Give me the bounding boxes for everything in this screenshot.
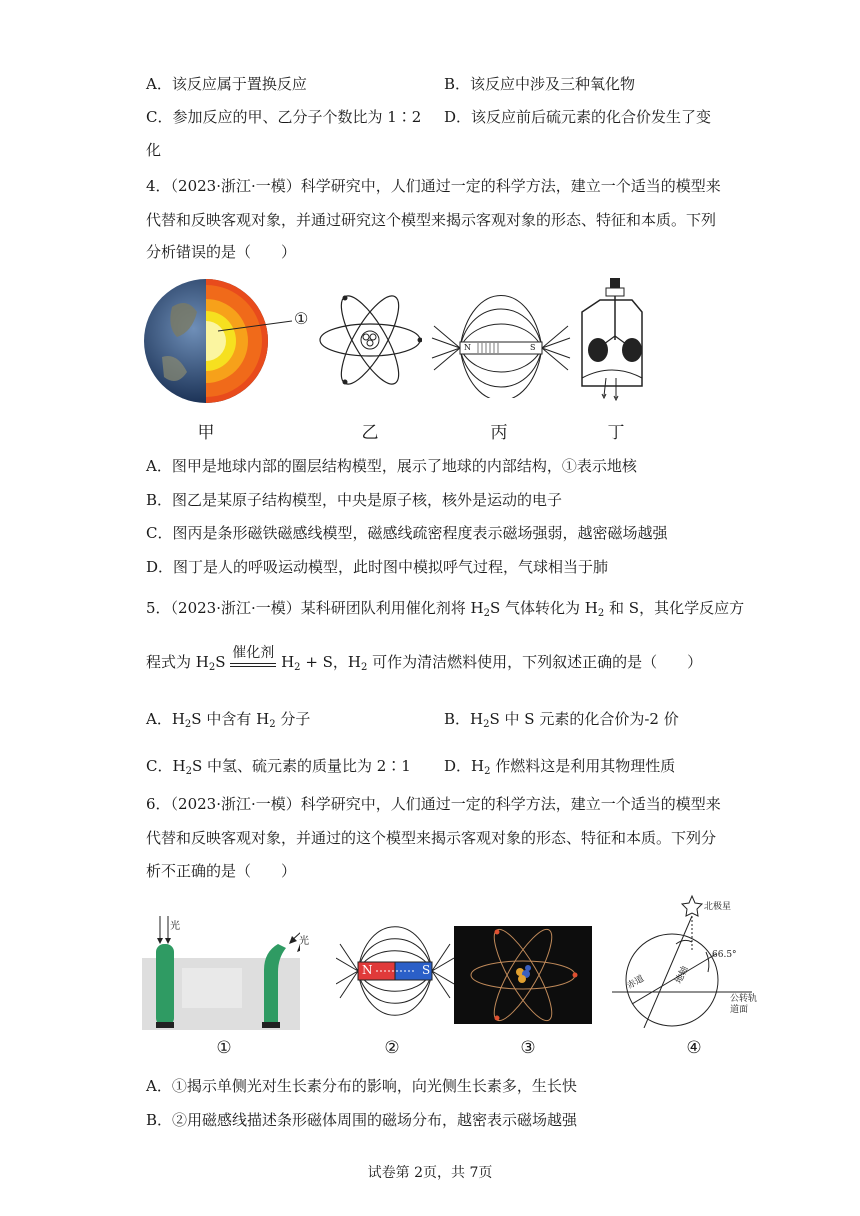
q4-stem-line1: 4．（2023·浙江·一模）科学研究中，人们通过一定的科学方法，建立一个适当的模型来 [146, 177, 721, 195]
earth-core-marker: ① [294, 309, 309, 328]
fig-label-ding: 丁 [607, 423, 625, 443]
dark-atom-figure [454, 926, 592, 1024]
q3-option-d: D．该反应前后硫元素的化合价发生了变 [444, 108, 712, 126]
q3-option-c: C．参加反应的甲、乙分子个数比为 1∶2 [146, 108, 422, 126]
q5-option-c: C．$H_2S$ 中氢、硫元素的质量比为 2∶1 [146, 757, 411, 777]
fig-label-bing: 丙 [490, 423, 508, 443]
magnet-n-label: N [464, 343, 471, 352]
q3-option-b: B．该反应中涉及三种氧化物 [444, 75, 636, 93]
fig-label-yi: 乙 [361, 423, 379, 443]
earth-layers-figure [142, 277, 322, 407]
page-footer: 试卷第 2页，共 7页 [367, 1165, 493, 1181]
atom-model-figure [318, 290, 422, 390]
colored-magnet-figure [336, 918, 454, 1024]
q6-stem-line1: 6．（2023·浙江·一模）科学研究中，人们通过一定的科学方法，建立一个适当的模型来 [146, 795, 721, 813]
q4-option-a: A．图甲是地球内部的圈层结构模型，展示了地球的内部结构，①表示地核 [146, 457, 637, 475]
q6-stem-line2: 代替和反映客观对象，并通过的这个模型来揭示客观对象的形态、特征和本质。下列分 [146, 829, 717, 847]
angle-label: 66.5° [712, 950, 737, 960]
colored-magnet-n-label: N [362, 963, 373, 977]
phototropism-figure [142, 908, 300, 1030]
q3-option-a: A．该反应属于置换反应 [146, 75, 307, 93]
fig-label-2: ② [384, 1038, 400, 1058]
north-star-label: 北极星 [704, 902, 732, 912]
q5-option-d: D．$H_2$ 作燃料这是利用其物理性质 [444, 757, 676, 777]
earth-axis-label: 地轴 [674, 964, 691, 986]
q5-equation-line: 程式为 $H_2S$ 催化剂 $H_2 + S$，$H_2$ 可作为清洁燃料使用，下列叙述正确的是（ ） [146, 652, 702, 678]
q4-option-d: D．图丁是人的呼吸运动模型，此时图中模拟呼气过程，气球相当于肺 [146, 558, 609, 576]
fig-label-jia: 甲 [197, 423, 215, 443]
catalyst-arrow [230, 645, 276, 678]
light-label-2: 光 [299, 936, 309, 947]
q6-option-a: A．①揭示单侧光对生长素分布的影响，向光侧生长素多，生长快 [146, 1077, 577, 1095]
fig-label-4: ④ [686, 1038, 702, 1058]
q4-stem-line2: 代替和反映客观对象，并通过研究这个模型来揭示客观对象的形态、特征和本质。下列 [146, 211, 717, 229]
q4-option-b: B．图乙是某原子结构模型，中央是原子核，核外是运动的电子 [146, 491, 563, 509]
orbit-plane-label: 公转轨道面 [730, 994, 758, 1015]
magnet-s-label: S [530, 343, 536, 352]
bar-magnet-field-figure [430, 286, 572, 398]
q4-stem-line3: 分析错误的是（ ） [146, 243, 297, 261]
q5-stem-line1: 5．（2023·浙江·一模）某科研团队利用催化剂将 $H_2S$ 气体转化为 $H_2$ 和 S，其化学反应方 [146, 599, 745, 619]
q5-option-b: B．$H_2S$ 中 S 元素的化合价为-2 价 [444, 710, 679, 730]
q3-option-d-cont: 化 [146, 141, 162, 159]
q4-option-c: C．图丙是条形磁铁磁感线模型，磁感线疏密程度表示磁场强弱，越密磁场越强 [146, 524, 668, 542]
fig-label-3: ③ [520, 1038, 536, 1058]
catalyst-label: 催化剂 [232, 645, 275, 661]
q5-option-a: A．$H_2S$ 中含有 $H_2$ 分子 [146, 710, 311, 730]
colored-magnet-s-label: S [422, 963, 431, 977]
q6-option-b: B．②用磁感线描述条形磁体周围的磁场分布，越密表示磁场越强 [146, 1111, 578, 1129]
fig-label-1: ① [216, 1038, 232, 1058]
light-label-1: 光 [170, 921, 180, 932]
breathing-model-figure [576, 278, 656, 408]
q6-stem-line3: 析不正确的是（ ） [146, 862, 297, 880]
equator-label: 赤道 [625, 973, 647, 992]
